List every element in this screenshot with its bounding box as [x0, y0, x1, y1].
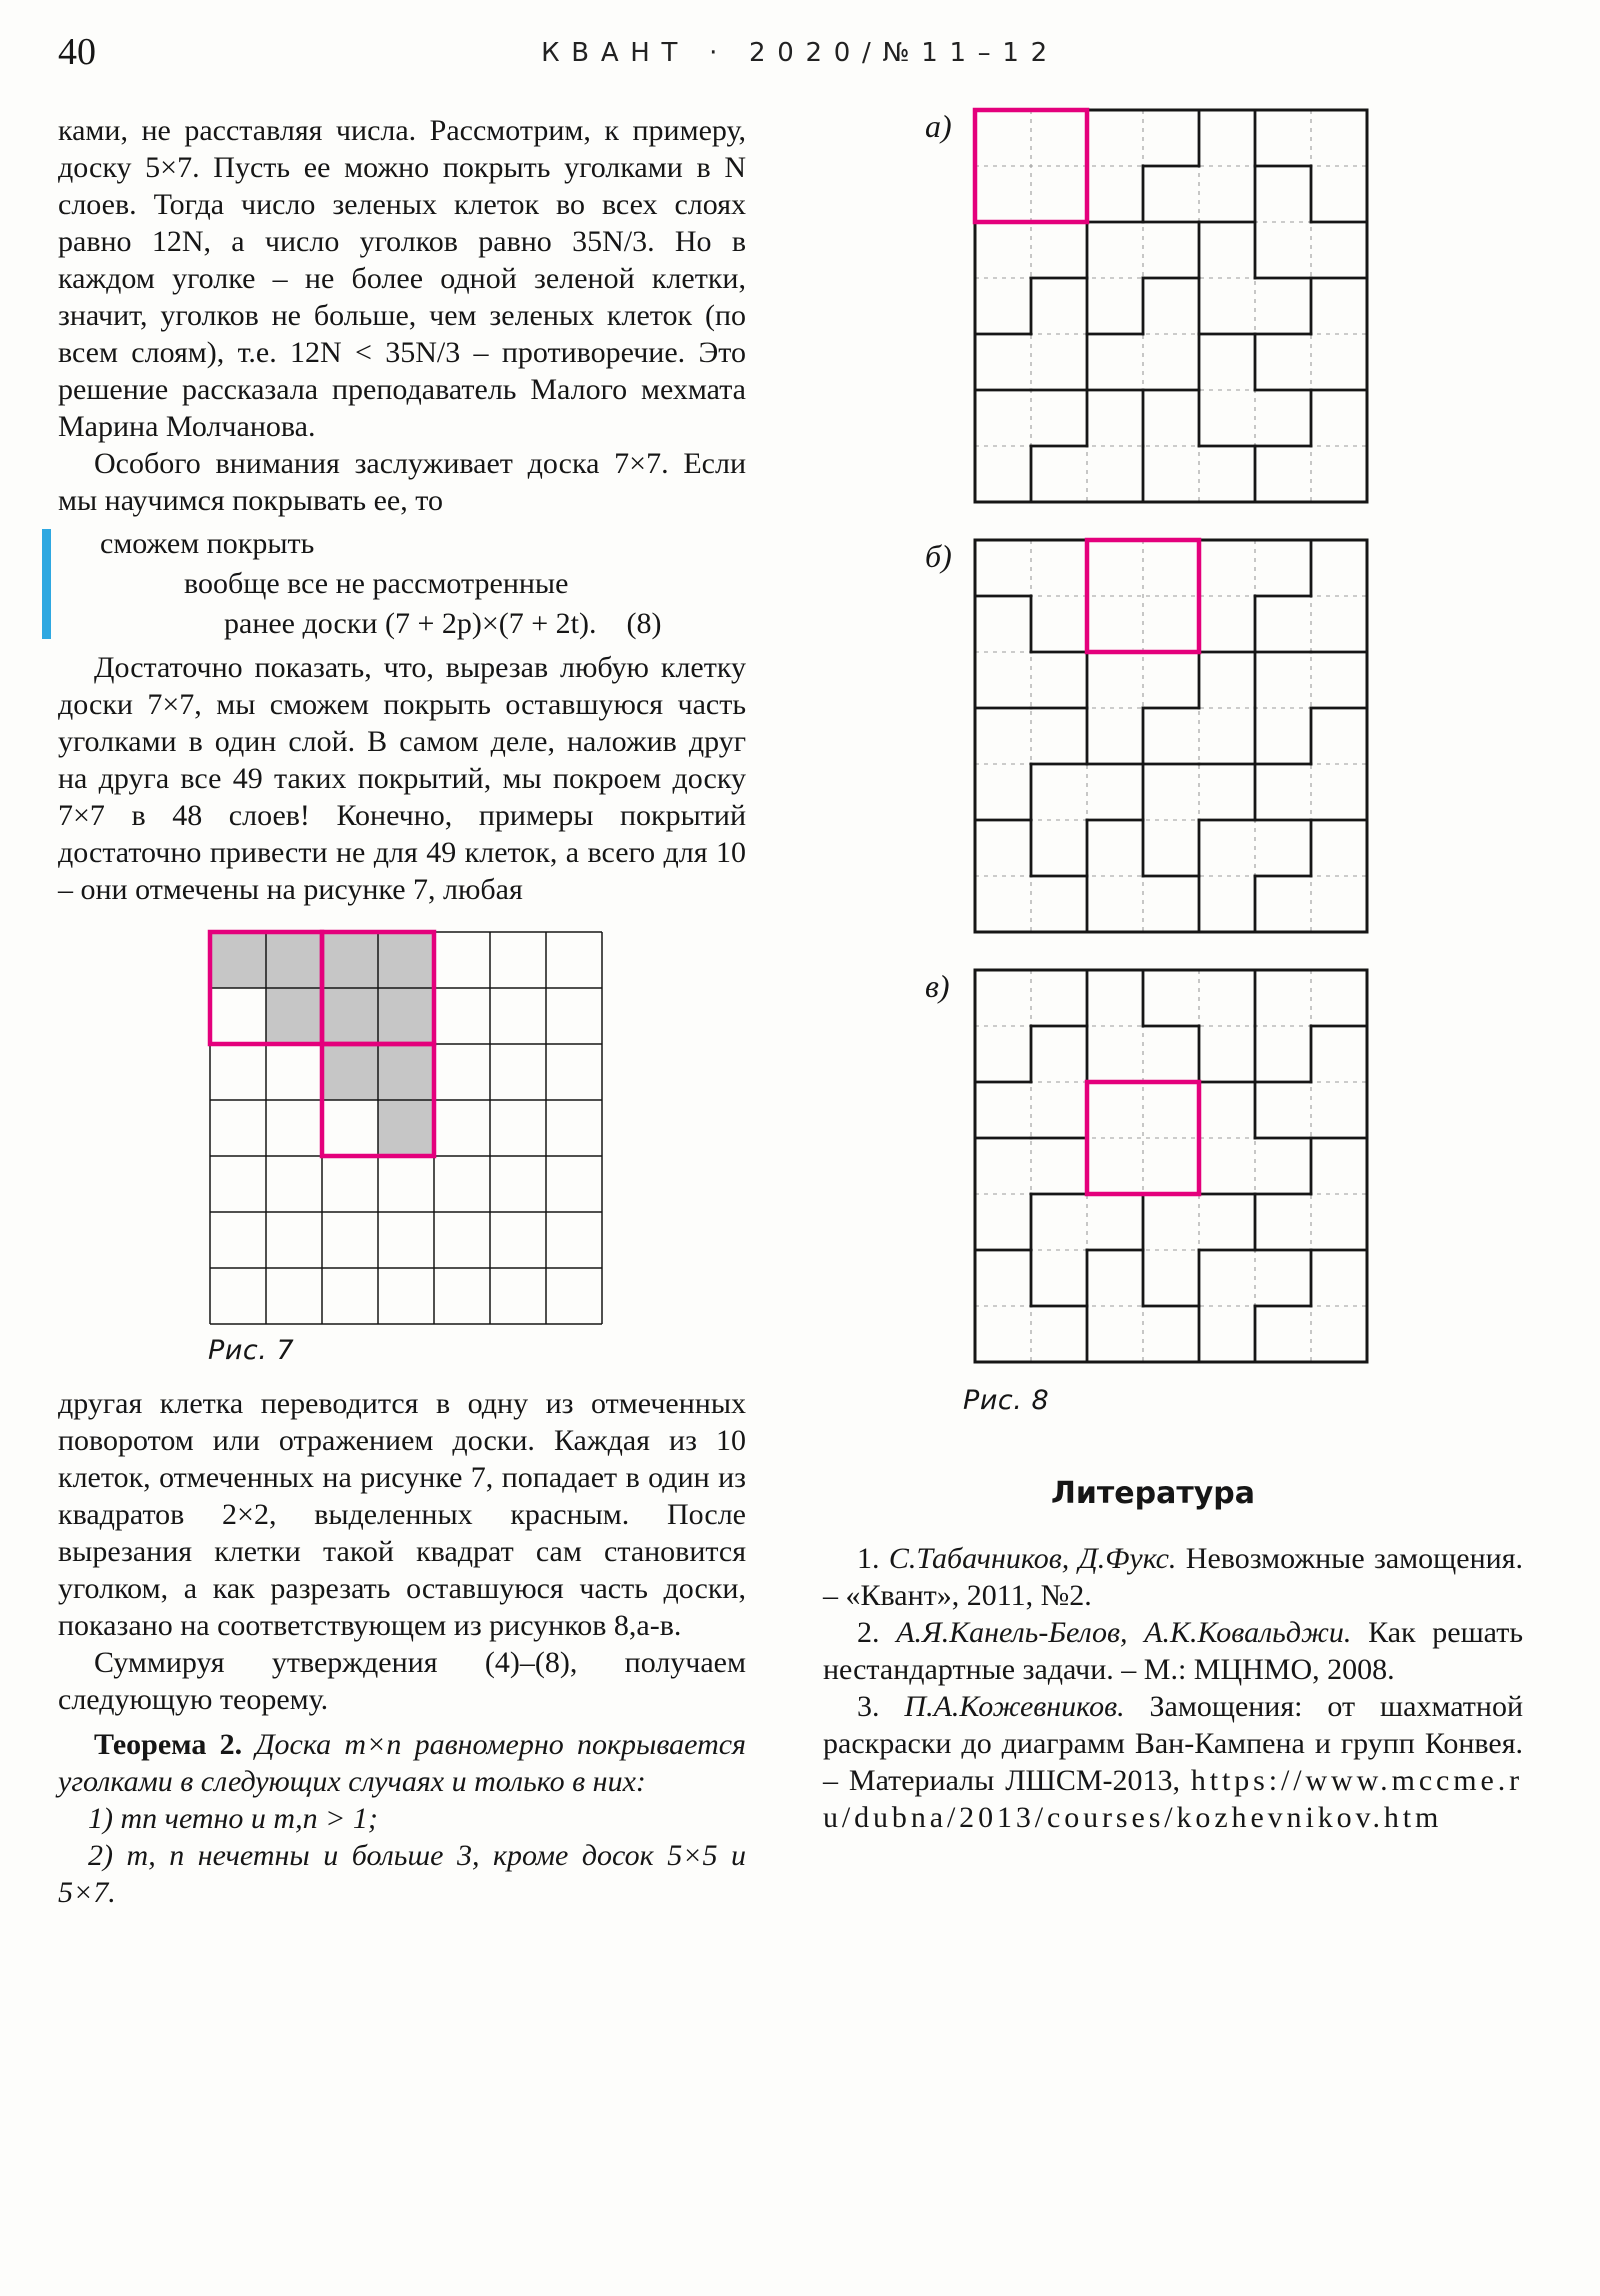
figure-8c	[823, 966, 1523, 1366]
reference-1-authors: С.Табачников, Д.Фукс.	[888, 1542, 1177, 1575]
figure-8-caption: Рис. 8	[963, 1385, 1050, 1416]
claim-line-1: сможем покрыть	[100, 527, 315, 560]
left-column	[58, 112, 746, 1911]
highlight-bar	[42, 529, 51, 639]
reference-3-authors: П.А.Кожевников.	[904, 1690, 1125, 1723]
figure-8b-label: б)	[925, 538, 952, 574]
journal-header: КВАНТ · 2020/№11–12	[541, 38, 1059, 68]
highlighted-claim	[58, 524, 746, 644]
theorem-statement: Доска m×n равномерно покрывается уголками в следующих случаях и только в них:	[58, 1728, 747, 1798]
reference-2-number: 2.	[857, 1616, 897, 1649]
claim-line-2: вообще все не рассмотренные	[184, 567, 569, 600]
claim-line-3	[224, 604, 746, 644]
reference-2-authors: А.Я.Канель-Белов, А.К.Ковальджи.	[896, 1616, 1352, 1649]
figure-8c-label: в)	[925, 968, 950, 1004]
theorem-case-1-text: 1) mn четно и m,n > 1;	[88, 1802, 378, 1835]
figure-8b-grid	[971, 536, 1371, 936]
theorem-case-2-text: 2) m, n нечетны и больше 3, кроме досок 5×5 и 5×7.	[58, 1839, 746, 1909]
figure-7-caption: Рис. 7	[208, 1335, 295, 1366]
theorem-case-2	[58, 1837, 746, 1911]
paragraph-summary: Суммируя утверждения (4)–(8), получаем следующую теорему.	[58, 1646, 746, 1716]
reference-3	[823, 1688, 1523, 1836]
paragraph-tilings: ками, не расставляя числа. Рассмотрим, к примеру, доску 5×7. Пусть ее можно покрыть уголками в N слоев. Тогда число зеленых клеток во всех слоях равно 12N, а число уголков равно 35N/3. Но в каждом уголке – не более одной зеленой клетки, значит, уголков не больше, чем зеленых клеток (по всем слоям), т.е. 12N < 35N/3 – противоречие. Это решение рассказала преподаватель Малого мехмата Марина Молчанова.	[58, 114, 746, 443]
reference-2-text: Как решать нестандартные задачи. – М.: МЦНМО, 2008.	[823, 1616, 1524, 1686]
figure-8a-grid	[971, 106, 1371, 506]
theorem-label: Теорема 2.	[94, 1728, 243, 1761]
paragraph-symmetry: другая клетка переводится в одну из отмеченных поворотом или отражением доски. Каждая из 10 клеток, отмеченных на рисунке 7, попадает в один из квадратов 2×2, выделенных красным. После вырезания клетки такой квадрат сам становится уголком, а как разрезать оставшуюся часть доски, показано на соответствующем из рисунков 8,а-в.	[58, 1387, 746, 1642]
figure-8a-label: а)	[925, 108, 952, 144]
reference-1	[823, 1540, 1523, 1614]
reference-3-url: https://www.mccme.ru/dubna/2013/courses/kozhevnikov.htm	[823, 1764, 1523, 1834]
reference-1-number: 1.	[857, 1542, 889, 1575]
figure-8a	[823, 106, 1523, 506]
theorem-2	[58, 1726, 746, 1800]
right-column	[823, 106, 1523, 1836]
theorem-case-1	[58, 1800, 746, 1837]
reference-1-text: Невозможные замощения. – «Квант», 2011, №2.	[823, 1542, 1523, 1612]
literature-heading: Литература	[1050, 1476, 1256, 1511]
figure-7-grid	[206, 928, 746, 1328]
reference-2	[823, 1614, 1523, 1688]
equation-number: (8)	[626, 607, 662, 640]
page-number: 40	[58, 31, 96, 73]
paragraph-cut-cell: Достаточно показать, что, вырезав любую клетку доски 7×7, мы сможем покрыть оставшуюся часть уголками в один слой. В самом деле, наложив друг на друга все 49 таких покрытий, мы покроем доску 7×7 в 48 слоев! Конечно, примеры покрытий достаточно привести не для 49 клеток, а всего для 10 – они отмечены на рисунке 7, любая	[58, 651, 746, 906]
paragraph-board-7x7: Особого внимания заслуживает доска 7×7. Если мы научимся покрывать ее, то	[58, 447, 746, 517]
figure-7	[206, 928, 746, 1328]
figure-8c-grid	[971, 966, 1371, 1366]
reference-3-number: 3.	[857, 1690, 905, 1723]
claim-formula: ранее доски (7 + 2p)×(7 + 2t).	[224, 607, 597, 640]
figure-8b	[823, 536, 1523, 936]
reference-3-text: Замощения: от шахматной раскраски до диаграмм Ван-Кампена и групп Конвея. – Материалы ЛШСМ-2013,	[823, 1690, 1523, 1797]
